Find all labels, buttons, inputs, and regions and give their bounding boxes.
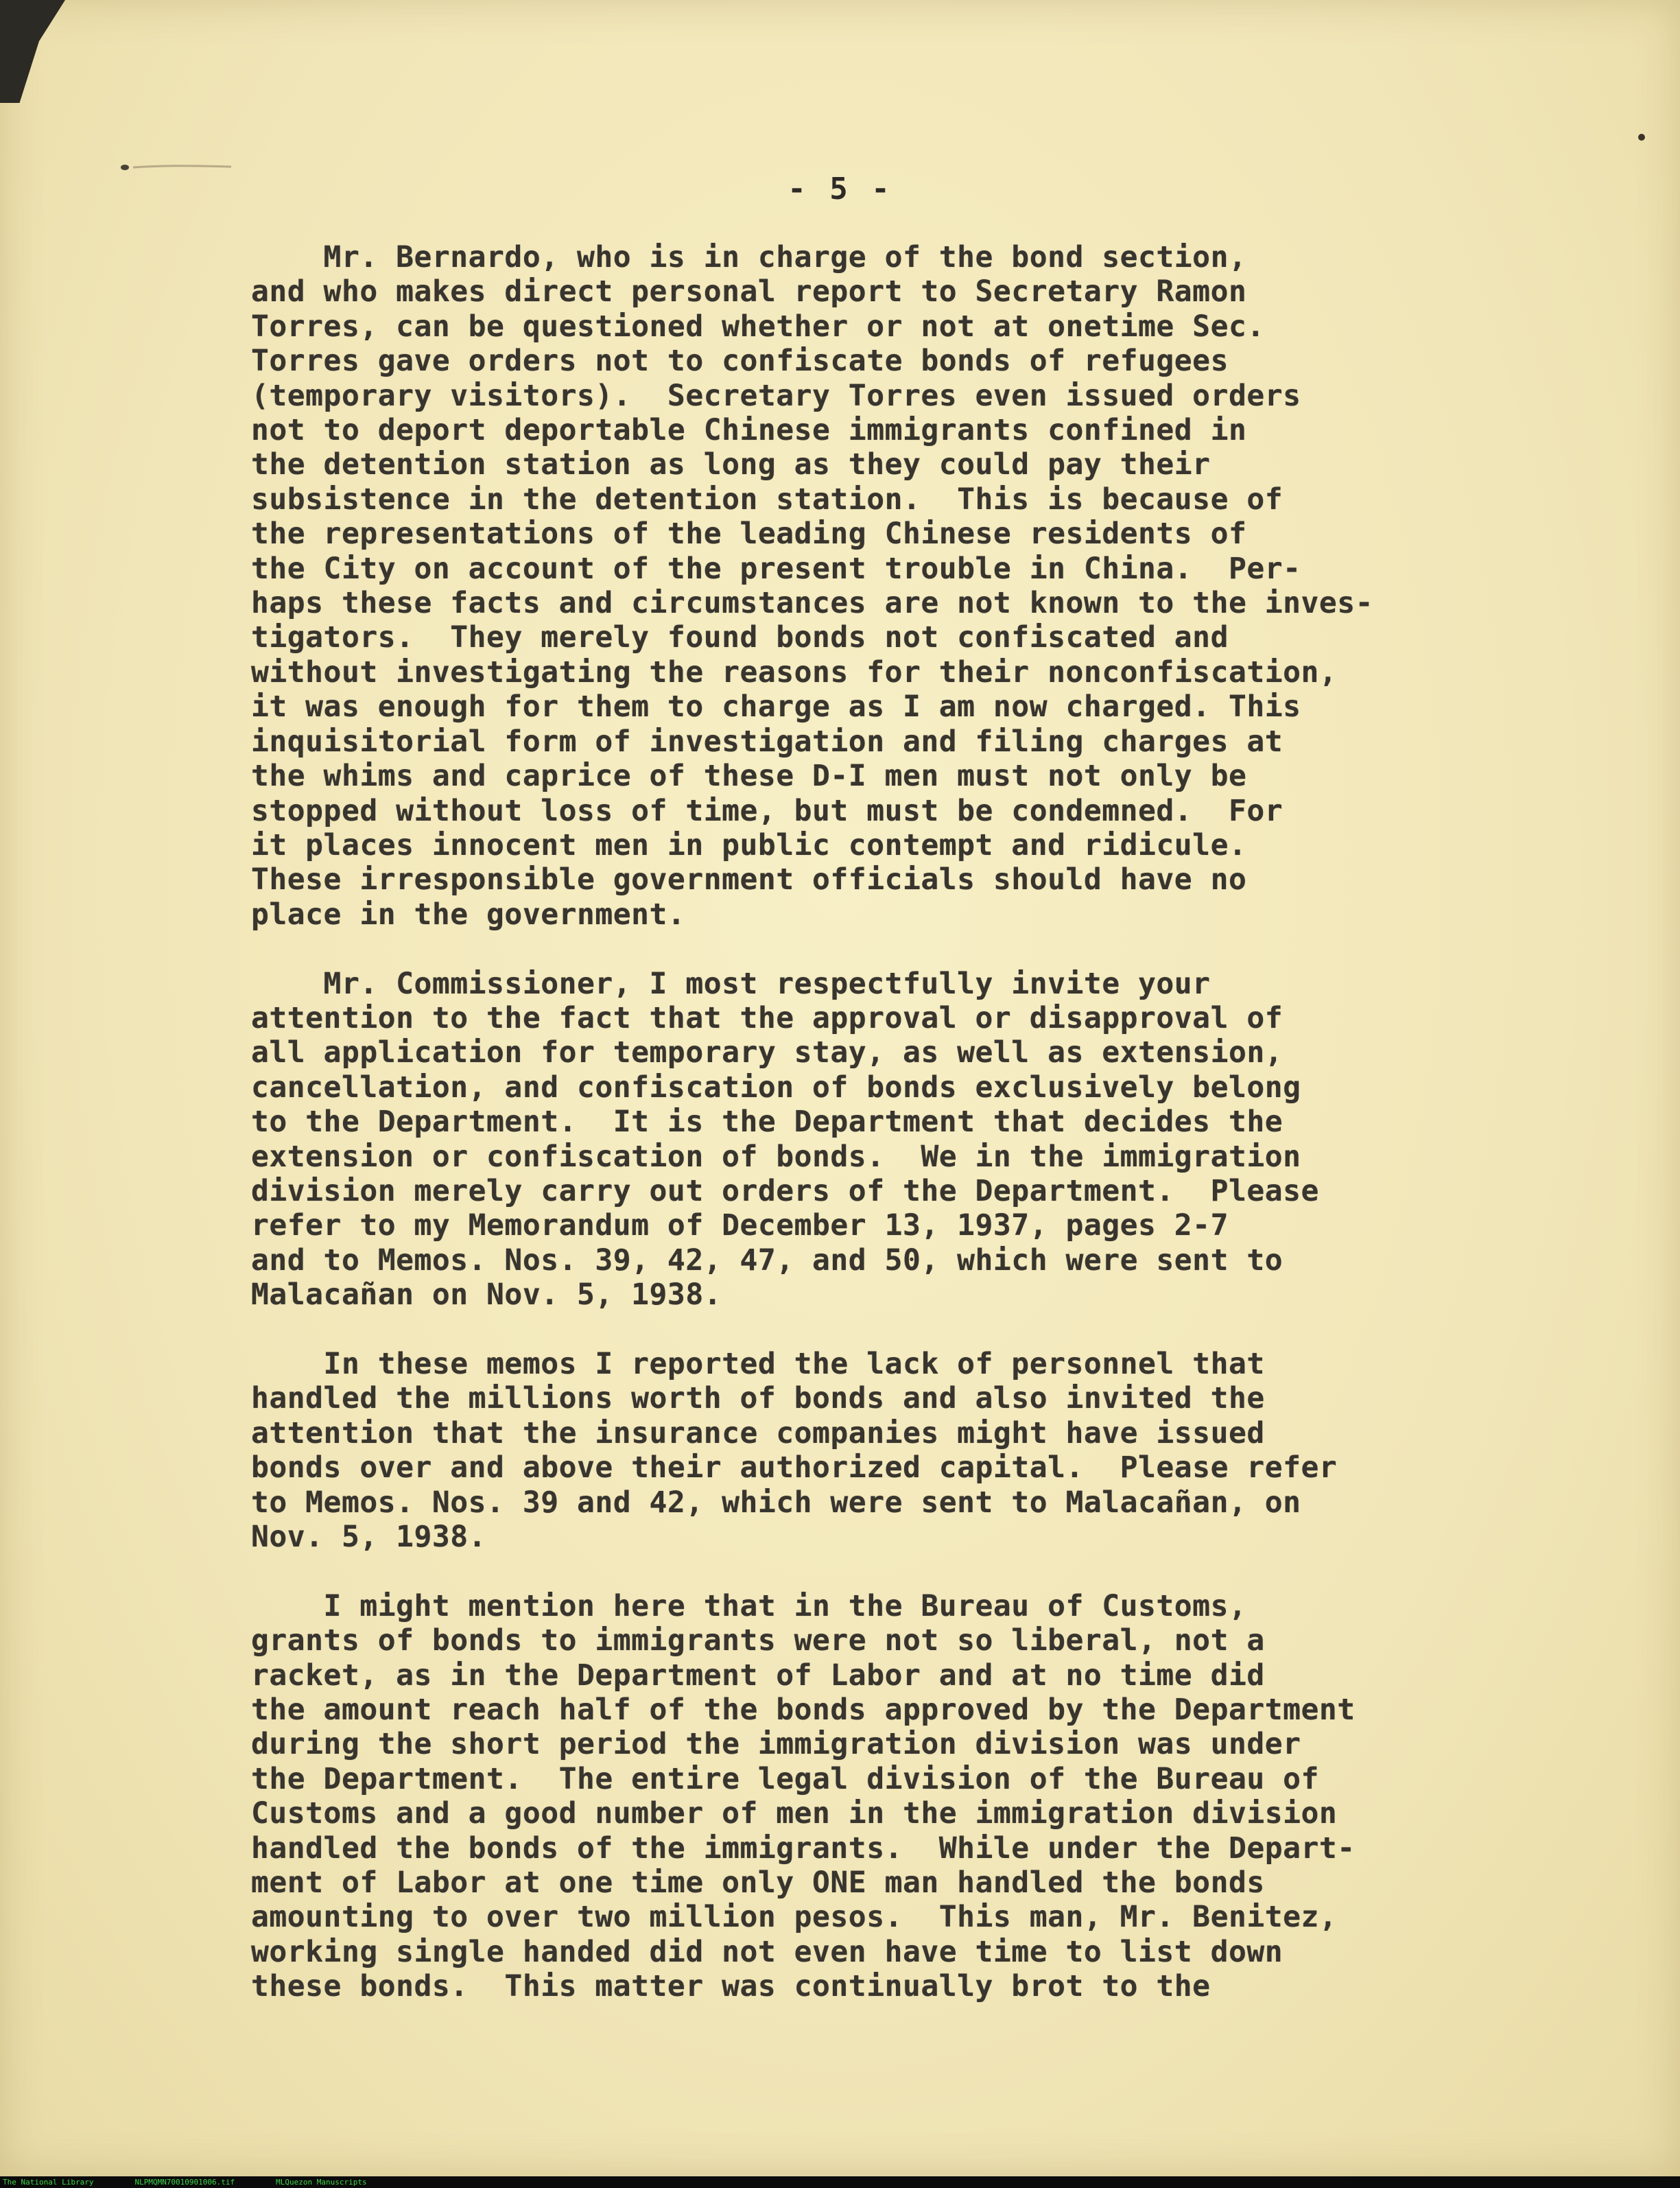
text-line: and to Memos. Nos. 39, 42, 47, and 50, which were sent to [251, 1243, 1283, 1278]
text-line: attention to the fact that the approval or disapproval of [251, 1000, 1283, 1035]
text-line: all application for temporary stay, as well as extension, [251, 1035, 1283, 1070]
text-line: In these memos I reported the lack of personnel that [251, 1346, 1265, 1381]
text-line: the Department. The entire legal division of the Bureau of [251, 1761, 1319, 1796]
text-line: division merely carry out orders of the Department. Please [251, 1173, 1319, 1208]
text-line: the amount reach half of the bonds approved by the Department [251, 1693, 1356, 1728]
text-line: the City on account of the present trouble in China. Per- [251, 551, 1301, 586]
text-line: it was enough for them to charge as I am now charged. This [251, 690, 1301, 725]
text-line: it places innocent men in public contempt and ridicule. [251, 827, 1247, 862]
footer-filename: NLPMQMN70010901006.tif [134, 2178, 235, 2187]
paragraph-bond-section [251, 240, 1589, 932]
footer-library: The National Library [3, 2178, 94, 2187]
text-line: the detention station as long as they could pay their [251, 447, 1211, 482]
text-line: to the Department. It is the Department that decides the [251, 1105, 1283, 1140]
text-line: Malacañan on Nov. 5, 1938. [251, 1278, 722, 1313]
pencil-mark [118, 163, 235, 172]
text-line: Torres gave orders not to confiscate bonds of refugees [251, 344, 1229, 379]
letter-body [251, 240, 1589, 2038]
text-line: Mr. Commissioner, I most respectfully invite your [251, 966, 1211, 1001]
text-line: haps these facts and circumstances are not known to the inves- [251, 586, 1374, 621]
text-line: amounting to over two million pesos. This man, Mr. Benitez, [251, 1900, 1338, 1935]
text-line: handled the bonds of the immigrants. While under the Depart- [251, 1831, 1356, 1866]
text-line: I might mention here that in the Bureau of Customs, [251, 1588, 1247, 1623]
text-line: Torres, can be questioned whether or not at onetime Sec. [251, 309, 1265, 344]
text-line: extension or confiscation of bonds. We in the immigration [251, 1139, 1301, 1174]
text-line: the whims and caprice of these D-I men must not only be [251, 759, 1247, 794]
text-line: these bonds. This matter was continually brot to the [251, 1969, 1211, 2004]
ink-dot [1638, 134, 1645, 141]
text-line: (temporary visitors). Secretary Torres even issued orders [251, 378, 1301, 413]
text-line: Customs and a good number of men in the immigration division [251, 1796, 1338, 1831]
text-line: grants of bonds to immigrants were not so liberal, not a [251, 1623, 1265, 1658]
text-line: attention that the insurance companies might have issued [251, 1415, 1265, 1450]
text-line: tigators. They merely found bonds not confiscated and [251, 620, 1229, 655]
text-line: These irresponsible government officials should have no [251, 862, 1247, 897]
footer-collection: MLQuezon Manuscripts [276, 2178, 367, 2187]
scan-footer-bar [0, 2176, 1680, 2188]
text-line: without investigating the reasons for their nonconfiscation, [251, 655, 1338, 690]
torn-corner [0, 0, 65, 103]
text-line: working single handed did not even have time to list down [251, 1934, 1283, 1969]
text-line: not to deport deportable Chinese immigrants confined in [251, 413, 1247, 448]
text-line: cancellation, and confiscation of bonds exclusively belong [251, 1070, 1301, 1105]
paragraph-bureau-of-customs [251, 1589, 1589, 2004]
text-line: Nov. 5, 1938. [251, 1520, 487, 1554]
text-line: subsistence in the detention station. This is because of [251, 482, 1283, 517]
text-line: racket, as in the Department of Labor and at no time did [251, 1658, 1265, 1693]
text-line: ment of Labor at one time only ONE man handled the bonds [251, 1866, 1265, 1901]
text-line: handled the millions worth of bonds and also invited the [251, 1381, 1265, 1416]
text-line: place in the government. [251, 897, 686, 932]
paragraph-memos [251, 1347, 1589, 1554]
text-line: inquisitorial form of investigation and filing charges at [251, 724, 1283, 759]
text-line: bonds over and above their authorized capital. Please refer [251, 1450, 1338, 1485]
text-line: during the short period the immigration division was under [251, 1727, 1301, 1762]
page-number: - 5 - [788, 172, 892, 207]
text-line: the representations of the leading Chinese residents of [251, 517, 1247, 552]
text-line: Mr. Bernardo, who is in charge of the bond section, [251, 240, 1247, 274]
text-line: and who makes direct personal report to Secretary Ramon [251, 274, 1247, 309]
text-line: to Memos. Nos. 39 and 42, which were sent to Malacañan, on [251, 1485, 1301, 1520]
paragraph-commissioner [251, 967, 1589, 1313]
text-line: stopped without loss of time, but must be condemned. For [251, 793, 1283, 828]
text-line: refer to my Memorandum of December 13, 1937, pages 2-7 [251, 1208, 1229, 1243]
